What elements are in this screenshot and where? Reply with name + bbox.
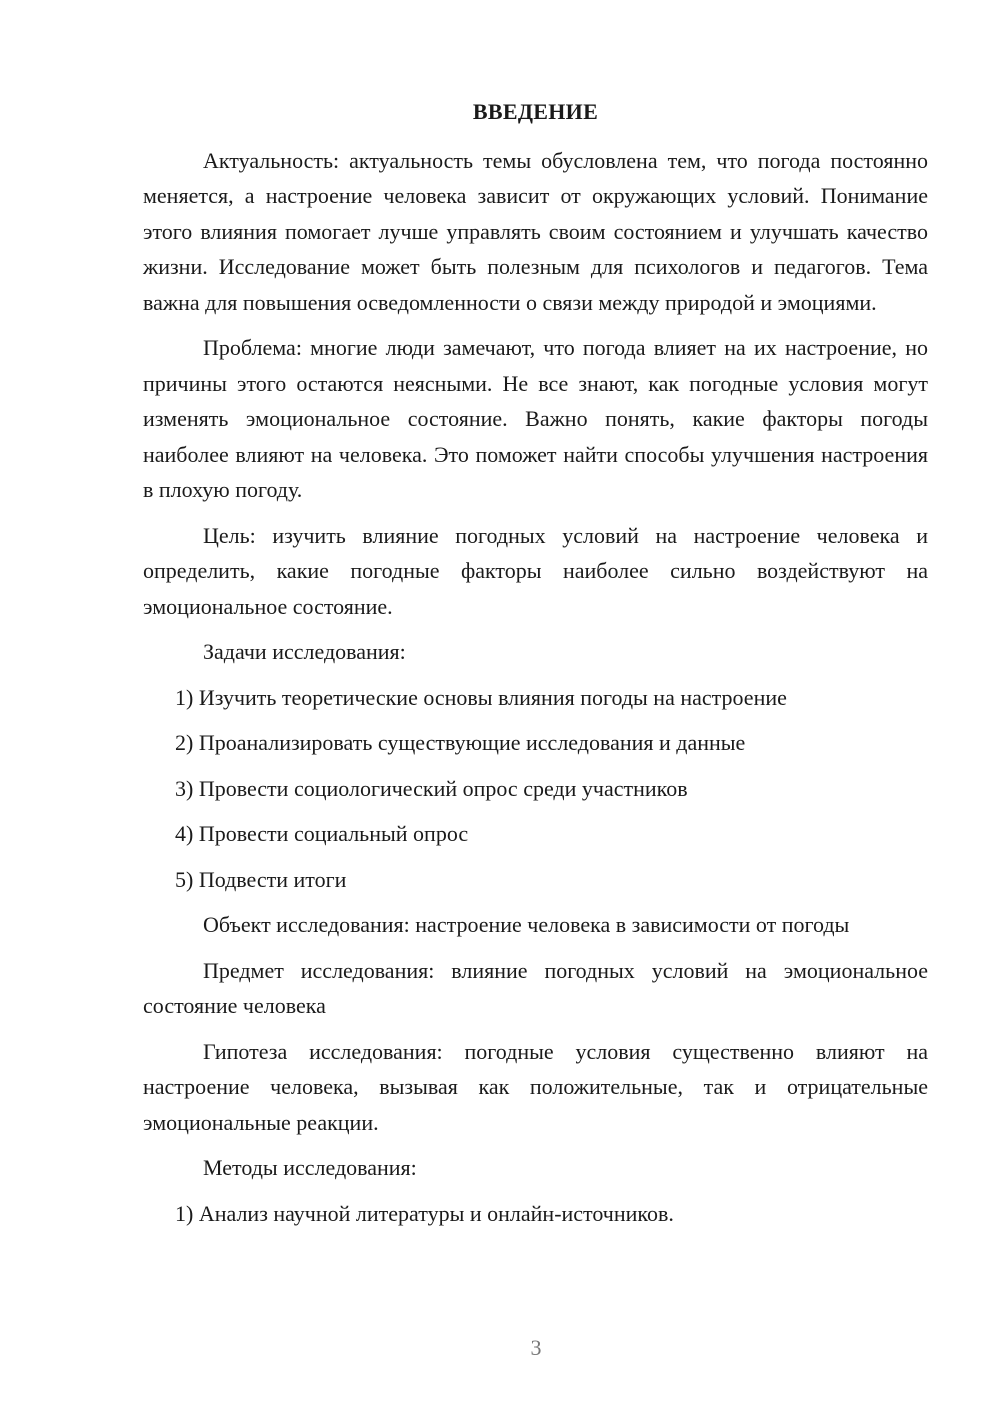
list-item: 1) Анализ научной литературы и онлайн-источников. — [175, 1200, 674, 1226]
list-item: 5) Подвести итоги — [175, 866, 347, 892]
tasks-heading: Задачи исследования: — [203, 639, 406, 664]
list-item: 3) Провести социологический опрос среди участников — [175, 775, 688, 801]
object-paragraph: Объект исследования: настроение человека в зависимости от погоды — [203, 912, 850, 937]
goal-paragraph: Цель: изучить влияние погодных условий на настроение человека и определить, какие погодные факторы наиболее сильно воздействуют на эмоциональное состояние. — [143, 522, 928, 619]
page-number: 3 — [530, 1335, 542, 1360]
subject-paragraph: Предмет исследования: влияние погодных условий на эмоциональное состояние человека — [143, 957, 928, 1018]
hypothesis-paragraph: Гипотеза исследования: погодные условия существенно влияют на настроение человека, вызывая как положительные, так и отрицательные эмоциональные реакции. — [143, 1038, 928, 1135]
list-item: 4) Провести социальный опрос — [175, 821, 469, 846]
tasks-list — [143, 680, 928, 898]
page-title: ВВЕДЕНИЕ — [472, 99, 599, 124]
list-item: 1) Изучить теоретические основы влияния погоды на настроение — [175, 684, 787, 710]
relevance-paragraph: Актуальность: актуальность темы обусловлена тем, что погода постоянно меняется, а настроение человека зависит от окружающих условий. Понимание этого влияния помогает лучше управлять своим состоянием и улучшать качество жизни. Исследование может быть полезным для психологов и педагогов. Тема важна для повышения осведомленности о связи между природой и эмоциями. — [143, 147, 928, 315]
methods-list — [143, 1196, 928, 1232]
list-item: 2) Проанализировать существующие исследования и данные — [175, 730, 746, 755]
problem-paragraph: Проблема: многие люди замечают, что погода влияет на их настроение, но причины этого остаются неясными. Не все знают, как погодные условия могут изменять эмоциональное состояние. Важно понять, какие факторы погоды наиболее влияют на человека. Это поможет найти способы улучшения настроения в плохую погоду. — [143, 335, 928, 502]
page-content — [143, 94, 928, 1241]
methods-heading: Методы исследования: — [203, 1155, 417, 1180]
